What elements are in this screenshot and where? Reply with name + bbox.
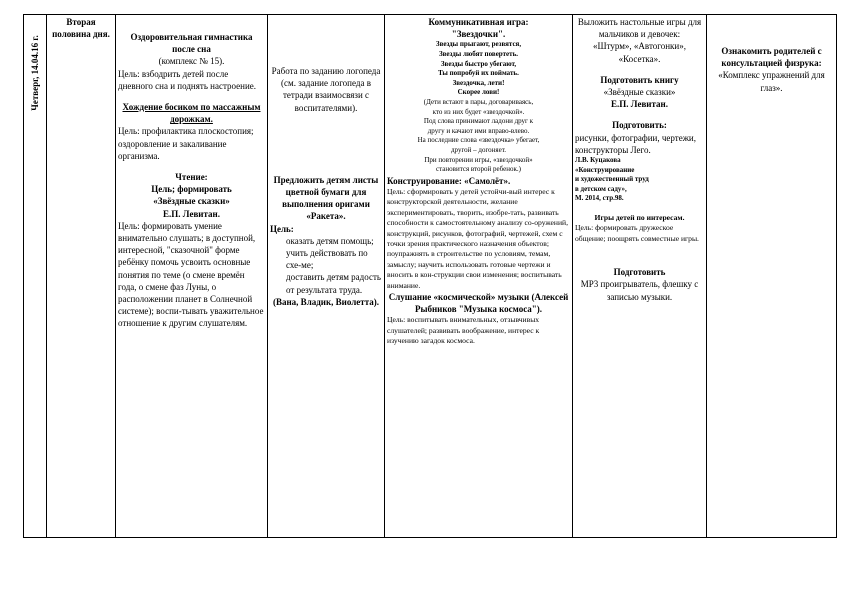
speech-goal-label: Цель: — [270, 223, 294, 234]
table-row — [24, 15, 837, 538]
gym-goal: Цель: взбодрить детей после дневного сна и поднять настроение. — [118, 68, 257, 91]
parents-text: «Комплекс упражнений для глаз». — [718, 70, 825, 93]
rules-line: При повторении игры, «звездочкой» — [424, 155, 533, 164]
environment-cell — [573, 15, 707, 538]
poem-line: Скорее лови! — [457, 88, 500, 97]
date-label: Четверг, 14.04.16 г. — [30, 35, 40, 111]
rules-line: другу и качают ими вправо-влево. — [427, 126, 530, 135]
read-author: Е.П. Левитан. — [163, 208, 220, 219]
period-label: Вторая половина дня. — [52, 17, 110, 40]
construct-goal: Цель: сформировать у детей устойчи-вый интерес к конструкторской деятельности, желание экспериментировать, творить, изобре-тать, развивать способности к самостоятельному анализу со-оружений, конструкций, рисунков, фотографий, чертежей, схем с точки зрения практического назначения объектов; поупражнять в строительстве по условиям, темам, замыслу; научить использовать готовые чертежи и вносить в кон-струкции свои изменения; воспитывать внимание. — [387, 186, 569, 290]
speech-goal-line: доставить детям радость от результата труда. — [286, 272, 381, 295]
mp3-text: МР3 проигрыватель, флешку с записью музыки. — [580, 279, 699, 302]
interest-title: Игры детей по интересам. — [594, 213, 685, 222]
ref-line: в детском саду», — [575, 184, 627, 193]
poem-line: Ты попробуй их поймать. — [438, 69, 519, 78]
poem-line: Звезды прыгают, резвятся, — [435, 40, 522, 49]
plan-table — [23, 14, 837, 538]
parents-title: Ознакомить родителей с консультацией физрука: — [721, 46, 822, 69]
game-title: Коммуникативная игра: — [428, 17, 529, 27]
listen-title: Слушание «космической» музыки (Алексей Рыбников "Музыка космоса"). — [388, 291, 569, 315]
work-title: Работа по заданию логопеда — [271, 66, 381, 76]
prep-title: Подготовить: — [612, 120, 667, 131]
read-goal-label: Цель; формировать — [151, 184, 232, 195]
gym-title: Оздоровительная гимнастика после сна — [130, 32, 253, 55]
speech-goal-line: оказать детям помощь; — [286, 235, 374, 246]
date-cell — [24, 15, 47, 538]
poem-line: Звезды любят повертеть. — [438, 50, 519, 58]
construct-title: Конструирование: «Самолёт». — [387, 175, 511, 186]
offer-title: Предложить детям листы цветной бумаги для выполнения оригами «Ракета». — [273, 174, 379, 222]
walk-title: Хождение босиком по массажным дорожкам. — [122, 102, 261, 125]
poem-line: Звездочка, лети! — [452, 78, 505, 87]
period-cell — [47, 15, 116, 538]
rules-line: На последние слова «звездочка» убегает, — [417, 136, 540, 145]
work-text: (см. задание логопеда в тетради взаимосвязи с воспитателями). — [281, 78, 371, 113]
ref-line: М. 2014, стр.98. — [575, 194, 624, 203]
parents-cell — [707, 15, 837, 538]
speech-goal-line: учить действовать по схе-ме; — [286, 248, 368, 271]
listen-goal: Цель: воспитывать внимательных, отзывчивых слушателей; развивать воображение, интерес к изучению загадок космоса. — [387, 315, 540, 346]
read-title: Чтение: — [175, 172, 208, 183]
prep-text: рисунки, фотографии, чертежи, конструкторы Лего. — [575, 132, 696, 155]
ref-line: «Конструирование — [575, 165, 635, 174]
rules-line: кто из них будет «звездочкой». — [432, 107, 525, 116]
book-name: «Звёздные сказки» — [603, 87, 676, 98]
book-author: Е.П. Левитан. — [611, 99, 668, 110]
rules-line: становится второй ребенок.) — [436, 165, 521, 174]
gym-complex: (комплекс № 15). — [158, 56, 225, 67]
ref-line: и художественный труд — [575, 175, 649, 184]
read-book: «Звёздные сказки» — [153, 196, 230, 207]
speech-names: (Вана, Владик, Виолетта). — [273, 296, 379, 307]
health-cell — [116, 15, 268, 538]
games-list: «Штурм», «Автогонки», «Косетка». — [592, 41, 686, 64]
activities-cell — [385, 15, 573, 538]
games-title: Выложить настольные игры для мальчиков и девочек: — [577, 17, 702, 40]
mp3-title: Подготовить — [613, 267, 666, 278]
poem-line: Звезды быстро убегают, — [440, 59, 517, 68]
speech-cell — [268, 15, 385, 538]
rules-line: другой – догоняет. — [450, 145, 507, 154]
walk-goal: Цель: профилактика плоскостопия; оздоровление и закаливание организма. — [118, 126, 254, 161]
game-name: "Звездочки". — [451, 29, 506, 40]
ref-line: Л.В. Куцакова — [575, 156, 621, 165]
interest-goal: Цель: формировать дружеское общение; поощрять совместные игры. — [575, 223, 699, 243]
rules-line: (Дети встают в пары, договариваясь, — [423, 97, 534, 106]
rules-line: Под слова принимают ладони друг к — [423, 117, 534, 126]
book-title: Подготовить книгу — [600, 74, 679, 85]
read-goal: Цель: формировать умение внимательно слушать; в доступной, интересной, "сказочной" форме ребёнку помочь усвоить основные понятия по теме (о смене времён года, о смене фаз Луны, о расположении планет в Солнечной системе); воспи-тывать уважительное отношение к другим слушателям. — [118, 220, 264, 329]
